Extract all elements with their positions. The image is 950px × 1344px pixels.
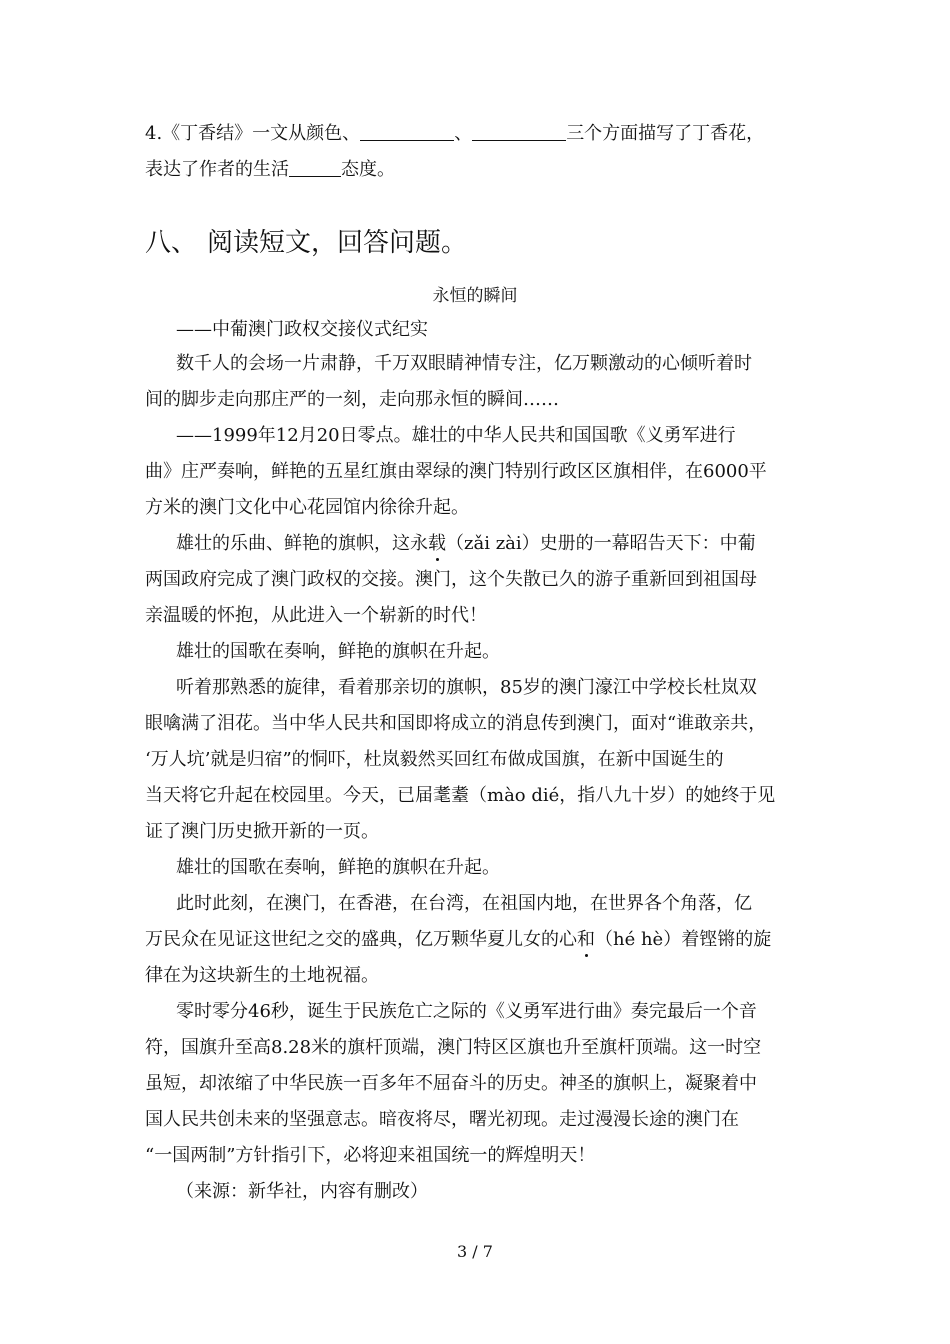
paragraph-7-line-3: 律在为这块新生的土地祝福。 [145,965,379,986]
paragraph-3-text-after: （zǎi zài）史册的一幕昭告天下：中葡 [446,533,756,554]
paragraph-5-line-3: ‘万人坑’就是归宿”的恫吓，杜岚毅然买回红布做成国旗，在新中国诞生的 [145,749,724,770]
paragraph-7-line-2 [145,928,810,952]
paragraph-3-line-2: 两国政府完成了澳门政权的交接。澳门，这个失散已久的游子重新回到祖国母 [145,569,757,590]
paragraph-8-line-2: 符，国旗升至高8.28米的旗杆顶端，澳门特区区旗也升至旗杆顶端。这一时空 [145,1037,762,1058]
answer-blank-2[interactable] [472,122,566,141]
article-subtitle: ——中葡澳门政权交接仪式纪实 [176,319,428,340]
article-title: 永恒的瞬间 [432,286,518,306]
page-number: 3 / 7 [457,1242,493,1261]
paragraph-8-line-1: 零时零分46秒，诞生于民族危亡之际的《义勇军进行曲》奏完最后一个音 [176,1001,757,1022]
paragraph-2-line-3: 方米的澳门文化中心花园馆内徐徐升起。 [145,497,469,518]
paragraph-7-text-after: （hé hè）着铿锵的旋 [595,929,772,950]
paragraph-5-line-5: 证了澳门历史掀开新的一页。 [145,821,379,842]
paragraph-5-line-2: 眼噙满了泪花。当中华人民共和国即将成立的消息传到澳门，面对“谁敢亲共， [145,713,767,734]
question-4-line-1 [145,122,810,146]
paragraph-6: 雄壮的国歌在奏响，鲜艳的旗帜在升起。 [176,857,500,878]
question-4-middle: 三个方面描写了丁香花， [566,123,765,144]
paragraph-8-line-3: 虽短，却浓缩了中华民族一百多年不屈奋斗的历史。神圣的旗帜上，凝聚着中 [145,1073,757,1094]
paragraph-4: 雄壮的国歌在奏响，鲜艳的旗帜在升起。 [176,641,500,662]
section-heading [145,226,467,260]
answer-blank-3[interactable] [289,158,341,177]
paragraph-8-line-5: “一国两制”方针指引下，必将迎来祖国统一的辉煌明天！ [145,1145,596,1166]
question-4-prefix: 4.《丁香结》一文从颜色、 [145,123,361,144]
question-4-separator: 、 [454,123,473,144]
paragraph-2-line-1: ——1999年12月20日零点。雄壮的中华人民共和国国歌《义勇军进行 [176,425,736,446]
dotted-character-zai: 载 [428,533,446,554]
question-4-line2-suffix: 态度。 [341,159,395,180]
paragraph-5-line-1: 听着那熟悉的旋律，看着那亲切的旗帜，85岁的澳门濠江中学校长杜岚双 [176,677,757,698]
paragraph-3-line-1 [176,532,810,556]
paragraph-1-line-1: 数千人的会场一片肃静，千万双眼睛神情专注，亿万颗激动的心倾听着时 [176,353,752,374]
paragraph-5-line-4: 当天将它升起在校园里。今天，已届耄耋（mào dié，指八九十岁）的她终于见 [145,785,776,806]
paragraph-8-line-4: 国人民共创未来的坚强意志。暗夜将尽，曙光初现。走过漫漫长途的澳门在 [145,1109,739,1130]
paragraph-3-line-3: 亲温暖的怀抱，从此进入一个崭新的时代！ [145,605,487,626]
article-source: （来源：新华社，内容有删改） [176,1181,428,1202]
paragraph-2-line-2: 曲》庄严奏响，鲜艳的五星红旗由翠绿的澳门特别行政区区旗相伴，在6000平 [145,461,767,482]
section-number: 八、 [145,228,198,258]
paragraph-7-line-1: 此时此刻，在澳门，在香港，在台湾，在祖国内地，在世界各个角落，亿 [176,893,752,914]
paragraph-3-text-before: 雄壮的乐曲、鲜艳的旗帜，这永 [176,533,428,554]
question-4-line2-prefix: 表达了作者的生活 [145,159,289,180]
paragraph-1-line-2: 间的脚步走向那庄严的一刻，走向那永恒的瞬间…… [145,389,559,410]
answer-blank-1[interactable] [360,122,454,141]
dotted-character-he: 和 [577,929,595,950]
paragraph-7-text-before: 万民众在见证这世纪之交的盛典，亿万颗华夏儿女的心 [145,929,577,950]
question-4-line-2 [145,158,810,182]
section-title: 阅读短文，回答问题。 [207,228,468,258]
